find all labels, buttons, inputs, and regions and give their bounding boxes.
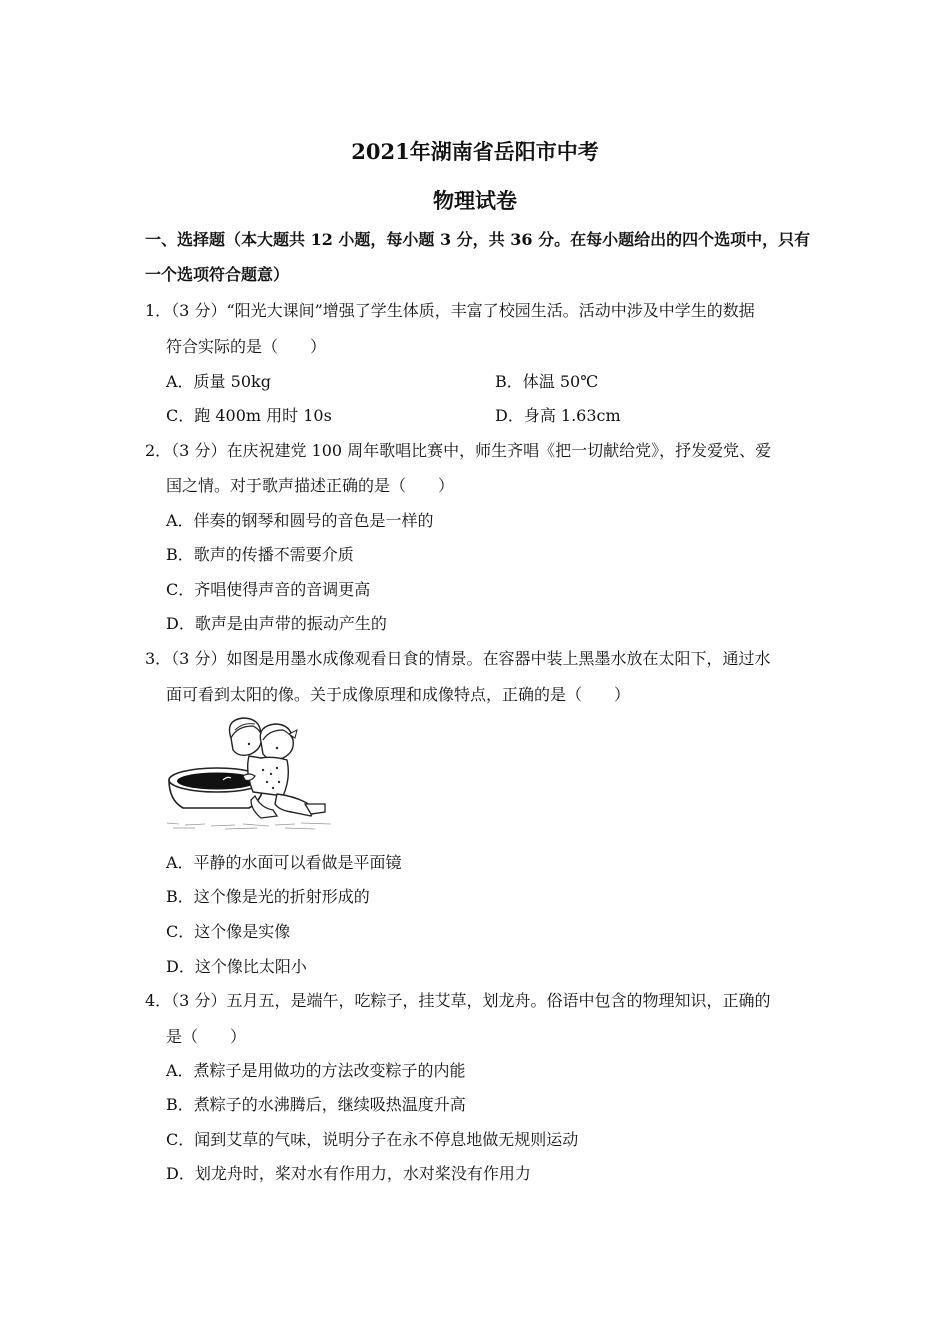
question-1-option-a: A．质量 50kg <box>166 372 271 391</box>
question-4-stem-line2: 是（ ） <box>166 1027 247 1046</box>
question-4-option-b: B．煮粽子的水沸腾后，继续吸热温度升高 <box>166 1095 466 1114</box>
question-1-option-c: C．跑 400m 用时 10s <box>166 406 332 425</box>
question-4-option-c: C．闻到艾草的气味，说明分子在永不停息地做无规则运动 <box>166 1130 579 1149</box>
question-3-option-b: B．这个像是光的折射形成的 <box>166 887 370 906</box>
question-4-option-a: A．煮粽子是用做功的方法改变粽子的内能 <box>166 1061 466 1080</box>
question-2-option-c: C．齐唱使得声音的音调更高 <box>166 580 371 599</box>
question-1-stem-line2: 符合实际的是（ ） <box>166 337 327 356</box>
question-1-stem-line1: 1．（3 分）“阳光大课间”增强了学生体质，丰富了校园生活。活动中涉及中学生的数据 <box>145 301 755 320</box>
question-4-option-d: D．划龙舟时，桨对水有作用力，水对桨没有作用力 <box>166 1164 531 1183</box>
question-3-stem-line2: 面可看到太阳的像。关于成像原理和成像特点，正确的是（ ） <box>166 685 631 704</box>
question-1-option-d: D．身高 1.63cm <box>495 406 621 425</box>
question-2-stem-line1: 2．（3 分）在庆祝建党 100 周年歌唱比赛中，师生齐唱《把一切献给党》，抒发爱党、爱 <box>145 441 772 460</box>
exam-subtitle: 物理试卷 <box>433 188 517 213</box>
question-1-option-b: B．体温 50℃ <box>495 372 599 391</box>
question-3-option-d: D．这个像比太阳小 <box>166 957 307 976</box>
question-4-stem-line1: 4．（3 分）五月五，是端午，吃粽子，挂艾草，划龙舟。俗语中包含的物理知识，正确的 <box>145 991 771 1010</box>
question-3-option-c: C．这个像是实像 <box>166 922 291 941</box>
question-2-option-d: D．歌声是由声带的振动产生的 <box>166 614 387 633</box>
question-2-stem-line2: 国之情。对于歌声描述正确的是（ ） <box>166 476 455 495</box>
exam-title: 2021年湖南省岳阳市中考 <box>351 139 599 164</box>
section-heading: 一、选择题（本大题共 12 小题，每小题 3 分，共 36 分。在每小题给出的四个选项中，只有一个选项符合题意） <box>145 230 811 284</box>
question-2-option-b: B．歌声的传播不需要介质 <box>166 545 354 564</box>
solar-eclipse-ink-basin-illustration <box>165 712 337 830</box>
question-2-option-a: A．伴奏的钢琴和圆号的音色是一样的 <box>166 511 434 530</box>
question-3-option-a: A．平静的水面可以看做是平面镜 <box>166 853 402 872</box>
question-3-stem-line1: 3．（3 分）如图是用墨水成像观看日食的情景。在容器中装上黑墨水放在太阳下，通过水 <box>145 649 771 668</box>
